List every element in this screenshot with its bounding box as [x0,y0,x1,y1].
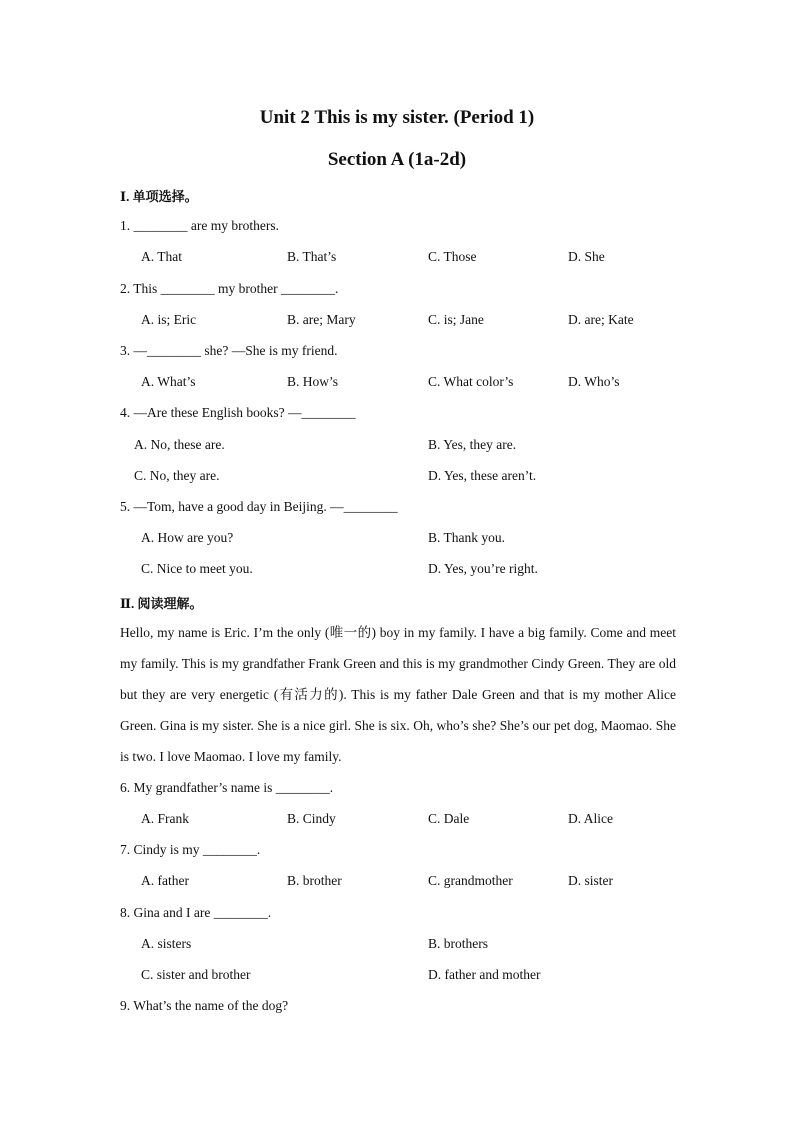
q1-option-d: D. She [568,249,605,264]
q4-option-c: C. No, they are. [134,468,220,483]
q3-option-d: D. Who’s [568,374,620,389]
q5-option-d: D. Yes, you’re right. [428,561,538,576]
q5-option-a: A. How are you? [141,530,234,545]
q6-option-b: B. Cindy [287,811,336,826]
q8-option-b: B. brothers [428,936,488,951]
q4-option-d: D. Yes, these aren’t. [428,468,537,483]
q6-option-d: D. Alice [568,811,613,826]
q5-option-b: B. Thank you. [428,530,505,545]
question-9: 9. What’s the name of the dog? [120,998,289,1013]
question-5: 5. —Tom, have a good day in Beijing. —________ [120,499,398,514]
question-3: 3. —________ she? —She is my friend. [120,343,338,358]
q7-option-b: B. brother [287,873,342,888]
q7-option-c: C. grandmother [428,873,513,888]
question-8: 8. Gina and I are ________. [120,905,272,920]
q3-option-b: B. How’s [287,374,339,389]
q2-option-a: A. is; Eric [141,312,197,327]
question-7: 7. Cindy is my ________. [120,842,261,857]
q5-option-c: C. Nice to meet you. [141,561,253,576]
q1-option-c: C. Those [428,249,477,264]
q8-option-a: A. sisters [141,936,192,951]
q4-option-a: A. No, these are. [134,437,225,452]
question-1: 1. ________ are my brothers. [120,218,279,233]
q2-option-d: D. are; Kate [568,312,634,327]
question-6: 6. My grandfather’s name is ________. [120,780,334,795]
q1-option-a: A. That [141,249,182,264]
question-2: 2. This ________ my brother ________. [120,281,339,296]
q8-option-c: C. sister and brother [141,967,251,982]
section-1-heading: Ⅰ. 单项选择。 [120,189,198,204]
q2-option-b: B. are; Mary [287,312,356,327]
question-4: 4. —Are these English books? —________ [120,405,356,420]
reading-passage: Hello, my name is Eric. I’m the only (唯一的) boy in my family. I have a big family. Come and meet my family. This is my grandfather Frank Green and this is my grandmother Cindy Green. They are old but they are very energetic (有活力的). This is my father Dale Green and that is my mother Alice Green. Gina is my sister. She is a nice girl. She is six. Oh, who’s she? She’s our pet dog, Maomao. She is two. I love Maomao. I love my family. [120,625,676,764]
q6-option-a: A. Frank [141,811,189,826]
page-title: Unit 2 This is my sister. (Period 1) [259,107,535,128]
q6-option-c: C. Dale [428,811,470,826]
q8-option-d: D. father and mother [428,967,541,982]
section-subtitle: Section A (1a-2d) [327,149,467,170]
q4-option-b: B. Yes, they are. [428,437,517,452]
q1-option-b: B. That’s [287,249,337,264]
section-2-heading: Ⅱ. 阅读理解。 [120,596,203,611]
q7-option-a: A. father [141,873,189,888]
q3-option-c: C. What color’s [428,374,514,389]
q7-option-d: D. sister [568,873,613,888]
q2-option-c: C. is; Jane [428,312,484,327]
q3-option-a: A. What’s [141,374,196,389]
